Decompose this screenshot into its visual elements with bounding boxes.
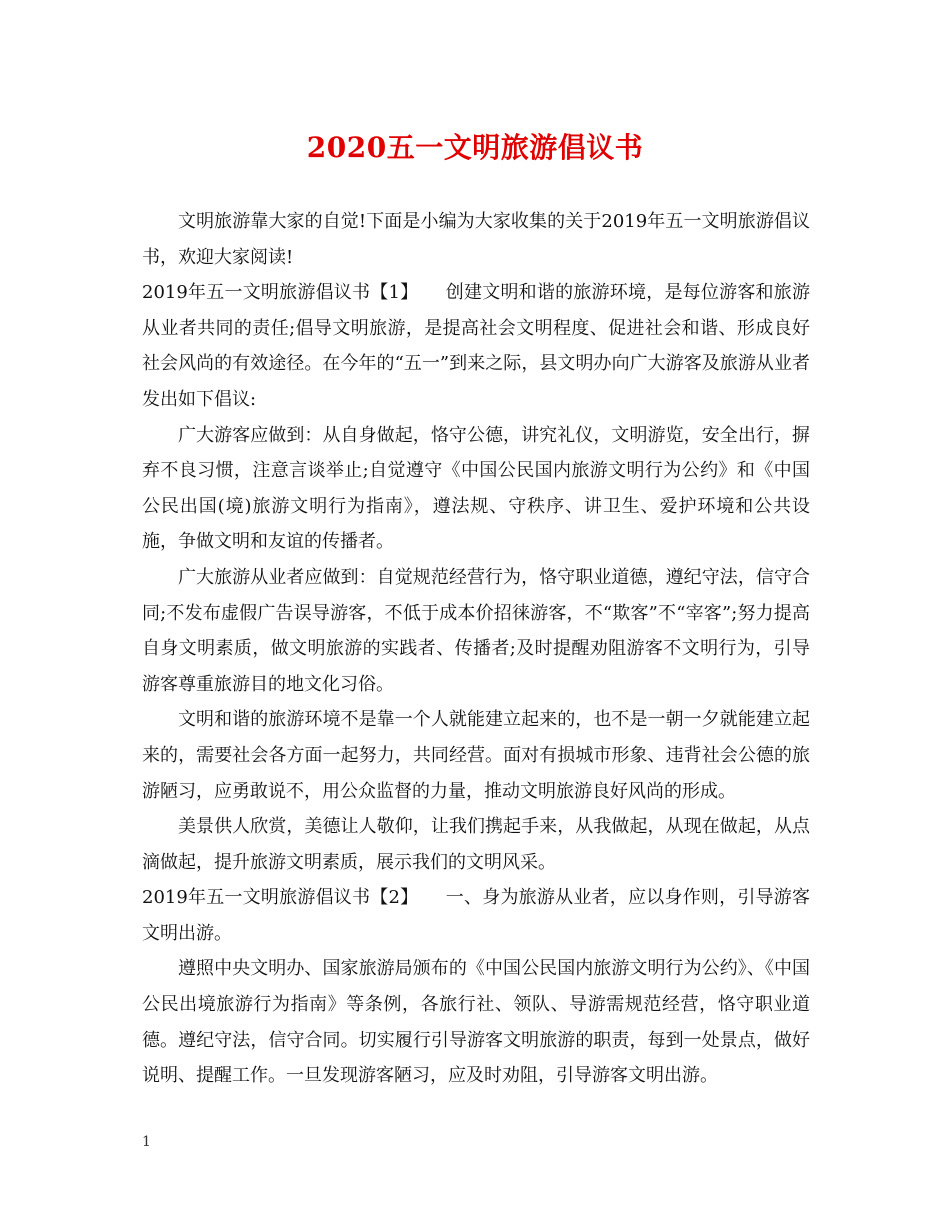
paragraph: 2019年五一文明旅游倡议书【2】 一、身为旅游从业者，应以身作则，引导游客文明出游。 (142, 887, 810, 944)
paragraph: 广大游客应做到：从自身做起，恪守公德，讲究礼仪，文明游览，安全出行，摒弃不良习惯，注意言谈举止;自觉遵守《中国公民国内旅游文明行为公约》和《中国公民出国(境)旅游文明行为指南》，遵法规、守秩序、讲卫生、爱护环境和公共设施，争做文明和友谊的传播者。 (142, 424, 810, 553)
paragraph: 广大旅游从业者应做到：自觉规范经营行为，恪守职业道德，遵纪守法，信守合同;不发布虚假广告误导游客，不低于成本价招徕游客，不“欺客”不“宰客”;努力提高自身文明素质，做文明旅游的实践者、传播者;及时提醒劝阻游客不文明行为，引导游客尊重旅游目的地文化习俗。 (142, 566, 810, 695)
page-number: 1 (142, 1134, 151, 1150)
paragraph: 文明旅游靠大家的自觉!下面是小编为大家收集的关于2019年五一文明旅游倡议书，欢迎大家阅读! (142, 211, 810, 268)
paragraph: 2019年五一文明旅游倡议书【1】 创建文明和谐的旅游环境，是每位游客和旅游从业者共同的责任;倡导文明旅游，是提高社会文明程度、促进社会和谐、形成良好社会风尚的有效途径。在今年的“五一”到来之际，县文明办向广大游客及旅游从业者发出如下倡议: (142, 282, 810, 410)
document-body (142, 204, 810, 1094)
paragraph: 文明和谐的旅游环境不是靠一个人就能建立起来的，也不是一朝一夕就能建立起来的，需要社会各方面一起努力，共同经营。面对有损城市形象、违背社会公德的旅游陋习，应勇敢说不，用公众监督的力量，推动文明旅游良好风尚的形成。 (142, 709, 810, 802)
document-title: 2020五一文明旅游倡议书 (306, 131, 644, 164)
paragraph: 美景供人欣赏，美德让人敬仰，让我们携起手来，从我做起，从现在做起，从点滴做起，提升旅游文明素质，展示我们的文明风采。 (142, 816, 810, 873)
paragraph: 遵照中央文明办、国家旅游局颁布的《中国公民国内旅游文明行为公约》、《中国公民出境旅游行为指南》等条例，各旅行社、领队、导游需规范经营，恪守职业道德。遵纪守法，信守合同。切实履行引导游客文明旅游的职责，每到一处景点，做好说明、提醒工作。一旦发现游客陋习，应及时劝阻，引导游客文明出游。 (142, 958, 810, 1087)
